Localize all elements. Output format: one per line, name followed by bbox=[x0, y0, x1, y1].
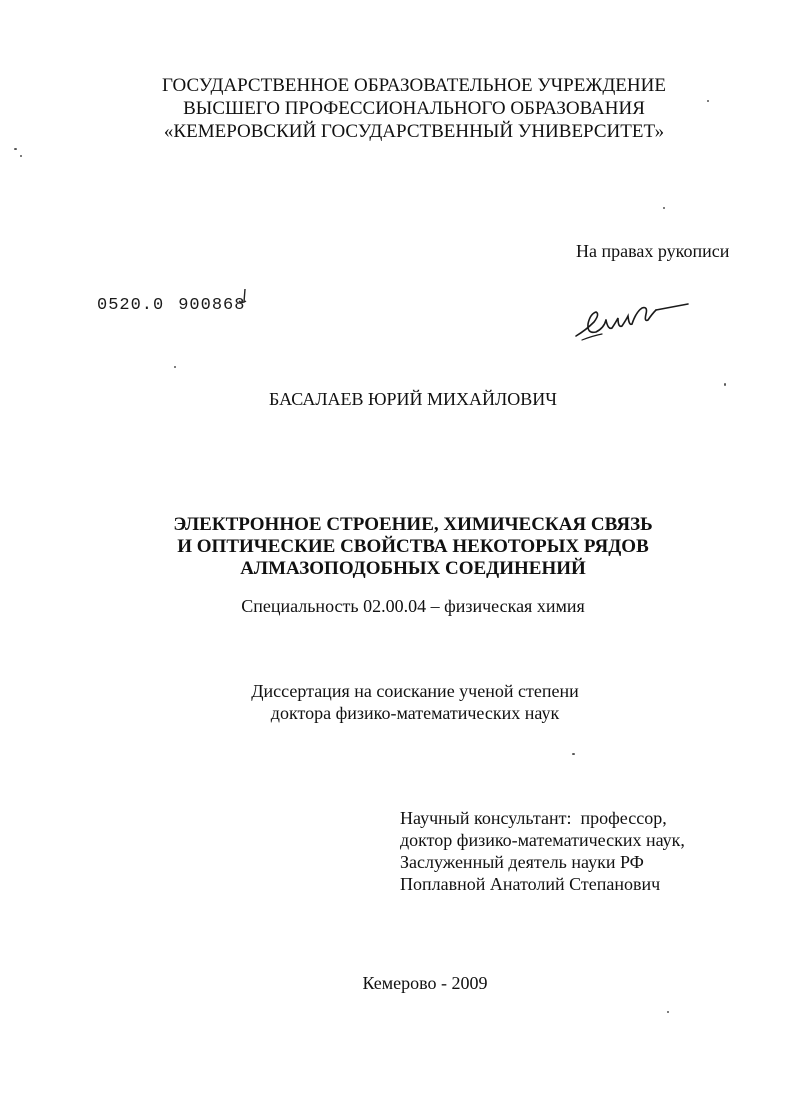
consultant-line-1: Научный консультант: профессор, bbox=[400, 808, 667, 828]
scan-speck bbox=[174, 366, 176, 368]
title-line-3: АЛМАЗОПОДОБНЫХ СОЕДИНЕНИЙ bbox=[240, 558, 586, 579]
author-name: БАСАЛАЕВ ЮРИЙ МИХАЙЛОВИЧ bbox=[269, 389, 557, 409]
degree-line-2: доктора физико-математических наук bbox=[270, 703, 560, 723]
degree-statement bbox=[0, 680, 798, 724]
rights-note: На правах рукописи bbox=[576, 241, 730, 261]
institution-line-3: «КЕМЕРОВСКИЙ ГОСУДАРСТВЕННЫЙ УНИВЕРСИТЕТ» bbox=[163, 121, 665, 142]
title-line-1: ЭЛЕКТРОННОЕ СТРОЕНИЕ, ХИМИЧЕСКАЯ СВЯЗЬ bbox=[173, 514, 653, 535]
city-year: Кемерово - 2009 bbox=[362, 973, 488, 993]
scan-speck bbox=[572, 753, 575, 755]
degree-line-1: Диссертация на соискание ученой степени bbox=[251, 681, 579, 701]
consultant-line-2: доктор физико-математических наук, bbox=[400, 830, 685, 850]
institution-line-1: ГОСУДАРСТВЕННОЕ ОБРАЗОВАТЕЛЬНОЕ УЧРЕЖДЕНИЕ bbox=[162, 75, 666, 96]
stamp-tick-mark bbox=[238, 288, 248, 306]
institution-line-2: ВЫСШЕГО ПРОФЕССИОНАЛЬНОГО ОБРАЗОВАНИЯ bbox=[183, 98, 645, 119]
scan-speck bbox=[20, 155, 22, 157]
consultant-line-4: Поплавной Анатолий Степанович bbox=[400, 874, 661, 894]
title-line-2: И ОПТИЧЕСКИЕ СВОЙСТВА НЕКОТОРЫХ РЯДОВ bbox=[177, 536, 649, 557]
stamp-part-1: 0520.0 bbox=[97, 296, 165, 315]
institution-header bbox=[0, 74, 798, 143]
scan-speck bbox=[663, 207, 665, 209]
library-stamp-number bbox=[97, 296, 245, 315]
scan-speck bbox=[667, 1011, 669, 1013]
specialty-line: Специальность 02.00.04 – физическая химия bbox=[241, 596, 585, 616]
scan-speck bbox=[14, 148, 17, 150]
scan-speck bbox=[724, 383, 726, 386]
dissertation-title bbox=[0, 514, 798, 580]
scan-speck bbox=[707, 100, 709, 102]
author-signature bbox=[572, 300, 692, 344]
scientific-consultant bbox=[400, 807, 685, 895]
stamp-part-2: 900868 bbox=[178, 296, 246, 315]
consultant-line-3: Заслуженный деятель науки РФ bbox=[400, 852, 644, 872]
